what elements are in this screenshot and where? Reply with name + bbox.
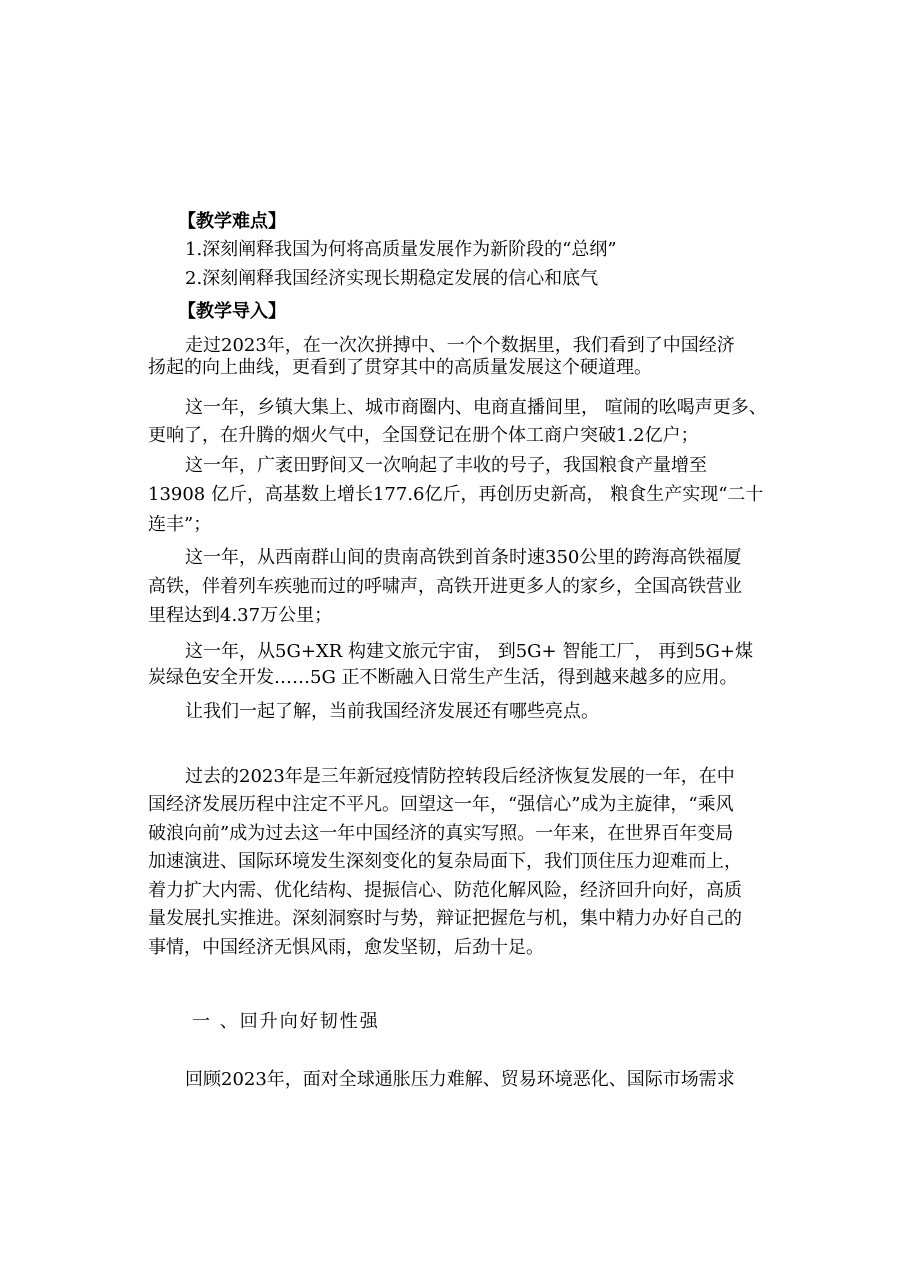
difficulty-item-1: 1.深刻阐释我国为何将高质量发展作为新阶段的“总纲” — [185, 239, 617, 260]
difficulty-heading: 【教学难点】 — [178, 211, 286, 232]
body-line-2: 国经济发展历程中注定不平凡。回望这一年，“强信心”成为主旋律，“乘风 — [148, 794, 734, 815]
intro-line-8: 这一年，从西南群山间的贵南高铁到首条时速350公里的跨海高铁福厦 — [185, 547, 742, 568]
section-title: 一 、回升向好韧性强 — [192, 1011, 380, 1032]
intro-line-4: 更响了，在升腾的烟火气中，全国登记在册个体工商户突破1.2亿户； — [148, 425, 699, 446]
difficulty-item-2: 2.深刻阐释我国经济实现长期稳定发展的信心和底气 — [185, 268, 599, 289]
body-line-6: 量发展扎实推进。深刻洞察时与势，辩证把握危与机，集中精力办好自己的 — [148, 908, 742, 929]
intro-line-11: 这一年，从5G+XR 构建文旅元宇宙， 到5G+ 智能工厂， 再到5G+煤 — [185, 641, 753, 662]
intro-line-10: 里程达到4.37万公里； — [148, 605, 333, 626]
intro-line-6: 13908 亿斤，高基数上增长177.6亿斤，再创历史新高， 粮食生产实现“二十 — [148, 484, 764, 505]
intro-line-7: 连丰”； — [148, 514, 212, 535]
intro-line-1: 走过2023年，在一次次拼搏中、一个个数据里，我们看到了中国经济 — [185, 335, 735, 356]
section1-line-1: 回顾2023年，面对全球通胀压力难解、贸易环境恶化、国际市场需求 — [185, 1069, 735, 1090]
intro-line-13: 让我们一起了解，当前我国经济发展还有哪些亮点。 — [185, 701, 599, 722]
intro-line-3: 这一年，乡镇大集上、城市商圈内、电商直播间里， 喧闹的吆喝声更多、 — [185, 397, 767, 418]
body-line-4: 加速演进、国际环境发生深刻变化的复杂局面下，我们顶住压力迎难而上， — [148, 851, 742, 872]
intro-line-9: 高铁，伴着列车疾驰而过的呼啸声，高铁开进更多人的家乡，全国高铁营业 — [148, 576, 742, 597]
body-line-5: 着力扩大内需、优化结构、提振信心、防范化解风险，经济回升向好，高质 — [148, 880, 742, 901]
intro-heading: 【教学导入】 — [178, 301, 286, 322]
body-line-7: 事情，中国经济无惧风雨，愈发坚韧，后劲十足。 — [148, 937, 544, 958]
intro-line-2: 扬起的向上曲线，更看到了贯穿其中的高质量发展这个硬道理。 — [148, 357, 652, 378]
body-line-3: 破浪向前”成为过去这一年中国经济的真实写照。一年来，在世界百年变局 — [148, 823, 734, 844]
body-line-1: 过去的2023年是三年新冠疫情防控转段后经济恢复发展的一年，在中 — [185, 766, 735, 787]
intro-line-5: 这一年，广袤田野间又一次响起了丰收的号子，我国粮食产量增至 — [185, 455, 707, 476]
intro-line-12: 炭绿色安全开发……5G 正不断融入日常生产生活，得到越来越多的应用。 — [148, 667, 738, 688]
